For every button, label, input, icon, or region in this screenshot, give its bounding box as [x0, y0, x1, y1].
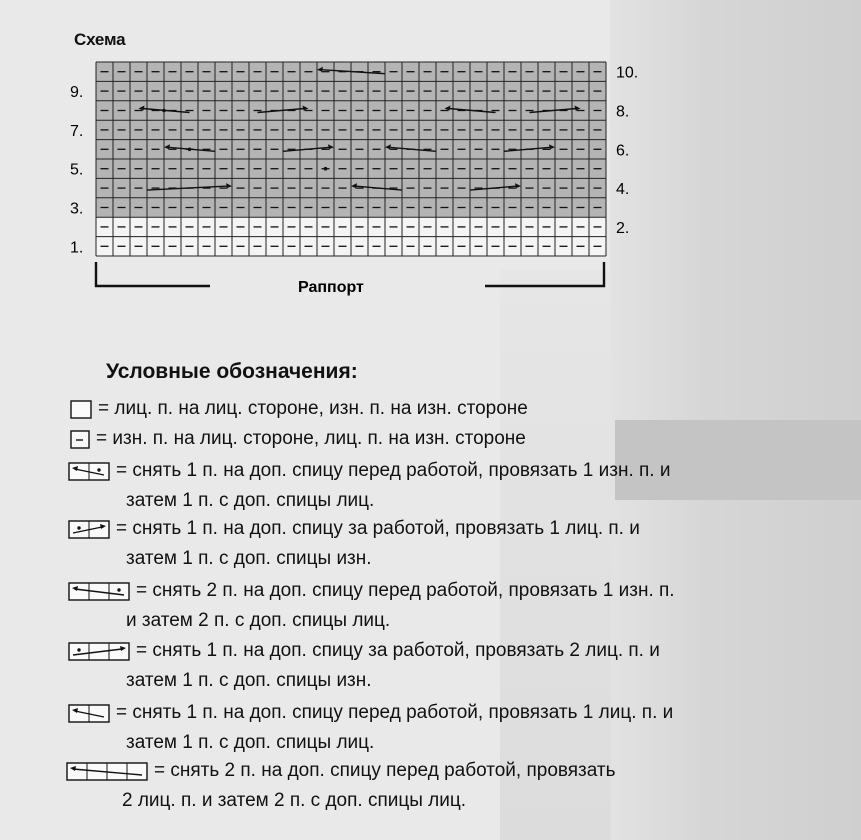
- row-label-left: 1.: [70, 239, 84, 257]
- cross-left-plain-2-icon: [68, 704, 110, 724]
- row-label-left: 5.: [70, 161, 84, 179]
- legend-item-text: 2 лиц. п. и затем 2 п. с доп. спицы лиц.: [122, 790, 467, 811]
- legend-item-text: = снять 1 п. на доп. спицу перед работой, провязать 1 лиц. п. и: [116, 702, 674, 723]
- legend-item-text: затем 1 п. с доп. спицы лиц.: [126, 490, 375, 511]
- row-label-right: 2.: [616, 219, 630, 237]
- diagram-title: Схема: [74, 30, 126, 49]
- row-label-right: 4.: [616, 181, 630, 199]
- cross-right-3-icon: [68, 642, 130, 662]
- cable-dot: [324, 167, 328, 171]
- row-label-left: 9.: [70, 84, 84, 102]
- cross-right-2-icon: [68, 520, 110, 540]
- dash-cell-icon: [70, 430, 90, 450]
- legend-item-text: и затем 2 п. с доп. спицы лиц.: [126, 610, 391, 631]
- cross-left-plain-4-icon: [66, 762, 148, 782]
- legend-item-text: затем 1 п. с доп. спицы изн.: [126, 670, 372, 691]
- row-label-right: 10.: [616, 64, 639, 82]
- legend-item-text: = лиц. п. на лиц. стороне, изн. п. на изн. стороне: [98, 398, 528, 419]
- legend-item-text: затем 1 п. с доп. спицы изн.: [126, 548, 372, 569]
- cross-left-3-icon: [68, 582, 130, 602]
- row-label-right: 6.: [616, 142, 630, 160]
- cross-left-2-icon: [68, 462, 110, 482]
- background-page-text-area: [500, 270, 611, 840]
- row-label-left: 7.: [70, 122, 84, 140]
- cable-dot: [162, 109, 166, 113]
- repeat-label: Раппорт: [298, 279, 364, 296]
- legend-item-text: затем 1 п. с доп. спицы лиц.: [126, 732, 375, 753]
- repeat-bracket-left: [96, 262, 210, 286]
- cable-dot: [188, 148, 192, 152]
- row-label-left: 3.: [70, 200, 84, 218]
- legend-item-text: = снять 2 п. на доп. спицу перед работой, провязать: [154, 760, 616, 781]
- legend-item-text: = снять 1 п. на доп. спицу перед работой, провязать 1 изн. п. и: [116, 460, 671, 481]
- row-label-right: 8.: [616, 103, 630, 121]
- legend-item-text: = снять 2 п. на доп. спицу перед работой, провязать 1 изн. п.: [136, 580, 675, 601]
- knitting-chart: [0, 0, 861, 320]
- legend-item-text: = снять 1 п. на доп. спицу за работой, провязать 1 лиц. п. и: [116, 518, 640, 539]
- empty-cell-icon: [70, 400, 92, 420]
- legend-title: Условные обозначения:: [106, 360, 358, 383]
- repeat-bracket-right: [485, 262, 604, 286]
- legend-item-text: = изн. п. на лиц. стороне, лиц. п. на изн. стороне: [96, 428, 526, 449]
- legend-item-text: = снять 1 п. на доп. спицу за работой, провязать 2 лиц. п. и: [136, 640, 660, 661]
